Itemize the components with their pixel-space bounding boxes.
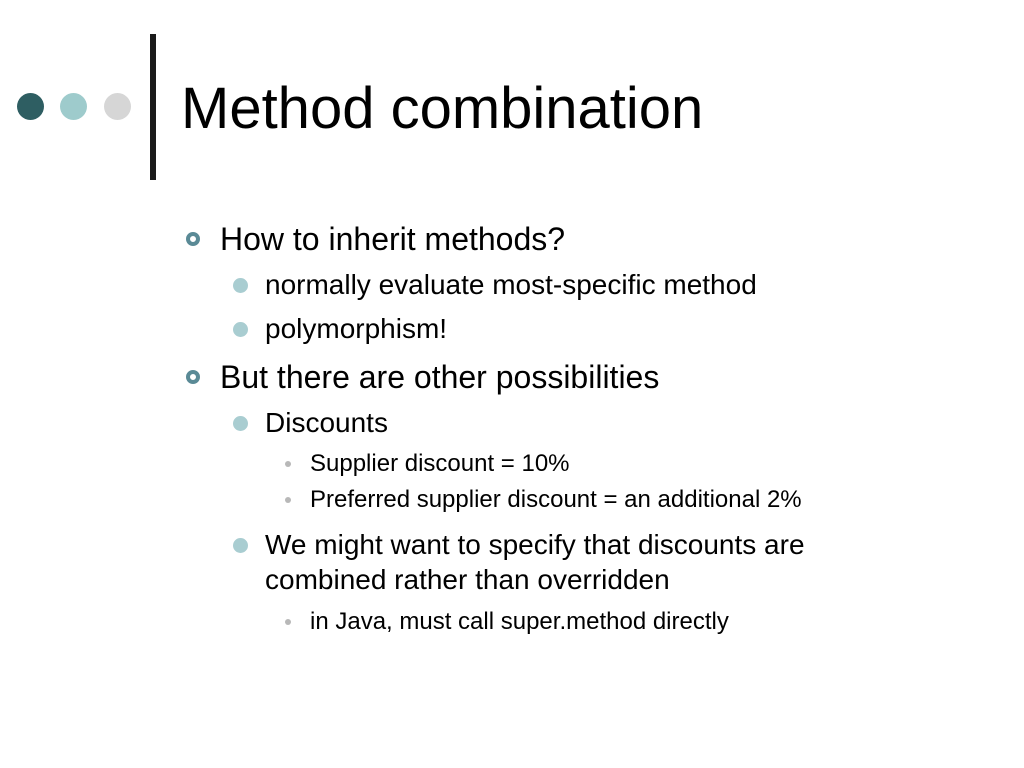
bullet-level2: Discounts — [265, 407, 388, 438]
bullet-level1: But there are other possibilities — [220, 359, 660, 395]
slide-title: Method combination — [181, 76, 704, 141]
level1-bullet-icon — [186, 232, 200, 246]
title-divider — [150, 34, 156, 180]
level3-bullet-icon — [285, 619, 291, 625]
decorative-dot-light — [104, 93, 131, 120]
level2-bullet-icon — [233, 416, 248, 431]
bullet-level2-line2: combined rather than overridden — [265, 564, 670, 595]
level3-bullet-icon — [285, 461, 291, 467]
bullet-level3: Preferred supplier discount = an additional 2% — [310, 486, 802, 513]
level2-bullet-icon — [233, 322, 248, 337]
bullet-level3: in Java, must call super.method directly — [310, 608, 729, 635]
bullet-level2: polymorphism! — [265, 313, 448, 344]
level2-bullet-icon — [233, 278, 248, 293]
decorative-dot-dark — [17, 93, 44, 120]
bullet-level1: How to inherit methods? — [220, 221, 566, 257]
level1-bullet-icon — [186, 370, 200, 384]
level3-bullet-icon — [285, 497, 291, 503]
bullet-level2-line1: We might want to specify that discounts are — [265, 529, 805, 560]
bullet-level3: Supplier discount = 10% — [310, 450, 570, 477]
level2-bullet-icon — [233, 538, 248, 553]
decorative-dot-mid — [60, 93, 87, 120]
bullet-level2: normally evaluate most-specific method — [265, 269, 757, 300]
